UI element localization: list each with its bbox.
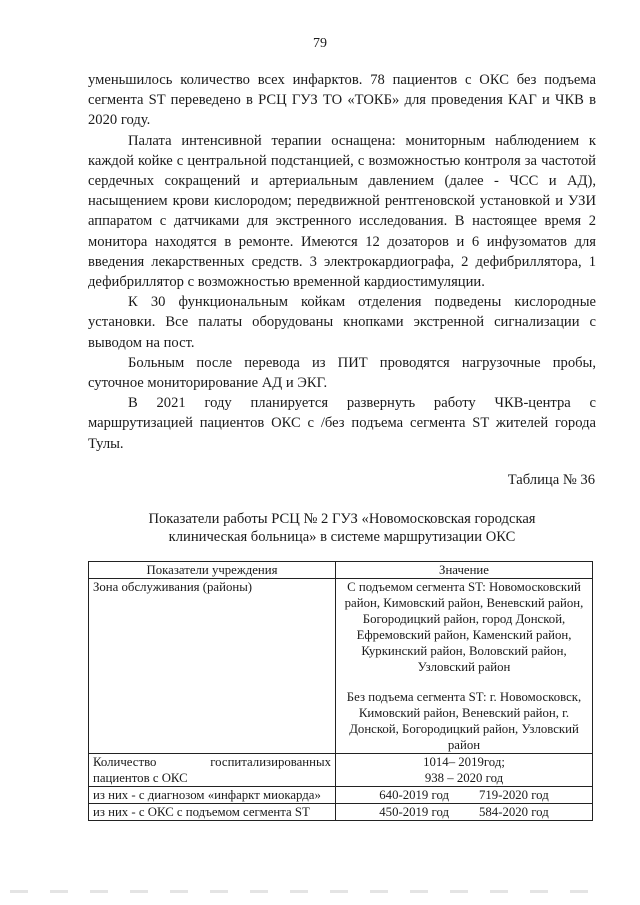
- row-value: [336, 754, 593, 787]
- row-value: [336, 579, 593, 754]
- value-text: 719-2020 год: [479, 788, 549, 802]
- table-title: [88, 510, 596, 546]
- scan-artifact: [10, 890, 610, 893]
- page-number: 79: [313, 36, 327, 51]
- paragraph: уменьшилось количество всех инфарктов. 78 пациентов с ОКС без подъема сегмента ST переведено в РСЦ ГУЗ ТО «ТОКБ» для проведения КАГ и ЧКВ в 2020 году.: [88, 72, 596, 129]
- paragraph: Палата интенсивной терапии оснащена: мониторным наблюдением к каждой койке с центральной подстанцией, с возможностью контроля за частотой сердечных сокращений и артериальным давлением (далее - ЧСС и АД), насыщением крови кислородом; передвижной рентгеновской установкой и УЗИ аппаратом с датчиками для экстренного исследования. В настоящее время 2 монитора находятся в ремонте. Имеются 12 дозаторов и 6 инфузоматов для введения лекарственных средств. 3 электрокардиографа, 2 дефибриллятора, 1 дефибриллятор с возможностью временной кардиостимуляции.: [88, 132, 596, 291]
- row-label: Зона обслуживания (районы): [89, 579, 336, 754]
- value-text: С подъемом сегмента ST: Новомосковский район, Кимовский район, Веневский район, Богородицкий район, город Донской, Ефремовский район, Каменский район, Куркинский район, Воловский район, Узловский район: [344, 580, 584, 674]
- row-value: [336, 804, 593, 821]
- value-text: 450-2019 год: [379, 805, 449, 819]
- paragraph: В 2021 году планируется развернуть работу ЧКВ-центра с маршрутизацией пациентов ОКС с /без подъема сегмента ST жителей города Тулы.: [88, 395, 596, 452]
- table-row: [89, 804, 593, 821]
- value-text: 640-2019 год: [379, 788, 449, 802]
- paragraph: К 30 функциональным койкам отделения подведены кислородные установки. Все палаты оборудованы кнопками экстренной сигнализации с выводом на пост.: [88, 294, 596, 351]
- value-text: 938 – 2020 год: [424, 771, 504, 785]
- paragraph: Больным после перевода из ПИТ проводятся нагрузочные пробы, суточное мониторирование АД и ЭКГ.: [88, 354, 596, 392]
- row-label: из них - с ОКС с подъемом сегмента ST: [89, 804, 336, 821]
- value-text: Без подъема сегмента ST: г. Новомосковск, Кимовский район, Веневский район, г. Донской, Богородицкий район, Узловский район: [346, 690, 582, 752]
- column-header: Показатели учреждения: [89, 562, 336, 579]
- table-title-line: клиническая больница» в системе маршрутизации ОКС: [168, 529, 516, 545]
- row-value: [336, 787, 593, 804]
- table-title-line: Показатели работы РСЦ № 2 ГУЗ «Новомосковская городская: [148, 511, 536, 527]
- value-text: 584-2020 год: [479, 805, 549, 819]
- table-caption: Таблица № 36: [507, 472, 595, 488]
- row-label: из них - с диагнозом «инфаркт миокарда»: [89, 787, 336, 804]
- row-label: Количество госпитализированных пациентов с ОКС: [89, 754, 336, 787]
- value-text: 1014– 2019год;: [423, 755, 505, 769]
- body-text: [88, 70, 596, 454]
- table-row: [89, 787, 593, 804]
- table-row: [89, 579, 593, 754]
- table-row: [89, 754, 593, 787]
- table-header-row: [89, 562, 593, 579]
- column-header: Значение: [336, 562, 593, 579]
- indicators-table: [88, 561, 593, 821]
